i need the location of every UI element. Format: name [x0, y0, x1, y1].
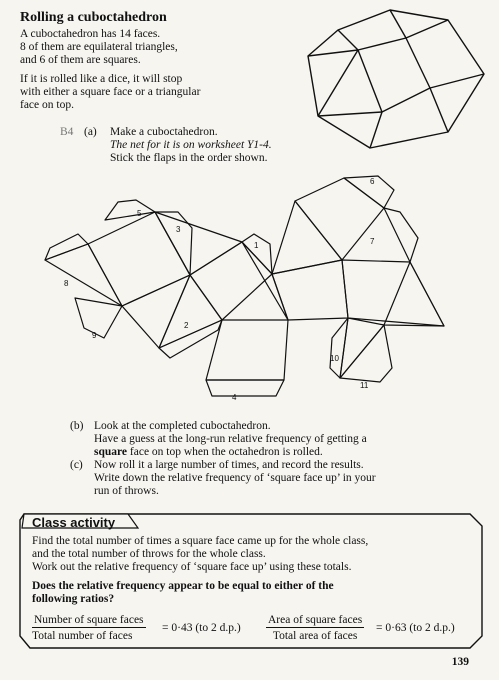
net-flap — [105, 200, 155, 220]
net-flap — [330, 318, 348, 378]
net-triangle — [122, 275, 190, 348]
page-title: Rolling a cuboctahedron — [20, 10, 167, 25]
net-flap — [206, 380, 284, 396]
cuboctahedron-illustration — [298, 4, 488, 150]
net-flap — [340, 325, 392, 382]
net-flap — [75, 298, 122, 338]
part-c: (c) Now roll it a large number of times, and record the results. Write down the relative frequency of ‘square face up’ in your run of throws. — [70, 459, 376, 497]
net-square — [88, 212, 190, 306]
net-triangle — [272, 201, 342, 274]
net-flap — [344, 176, 394, 208]
intro-paragraph-2: If it is rolled like a dice, it will stop with either a square face or a triangular face on top. — [20, 73, 201, 111]
ratio-2-value: = 0·63 (to 2 d.p.) — [376, 622, 455, 634]
net-triangle — [155, 212, 242, 275]
flap-label-1: 1 — [254, 241, 259, 250]
net-flap — [155, 212, 192, 275]
ratio-1-value: = 0·43 (to 2 d.p.) — [162, 622, 241, 634]
flap-label-4: 4 — [232, 393, 237, 402]
net-square — [342, 260, 444, 326]
part-a-label: (a) — [84, 126, 97, 138]
flap-label-5: 5 — [137, 209, 142, 218]
class-activity-paragraph-2: Does the relative frequency appear to be equal to either of the following ratios? — [32, 580, 334, 605]
questions-b-c — [70, 420, 490, 498]
class-activity-title: Class activity — [32, 515, 116, 530]
net-flap — [384, 208, 418, 262]
ratio-2-denominator: Total area of faces — [272, 630, 358, 642]
net-reference: The net for it is on worksheet Y1-4. — [110, 139, 272, 151]
intro-text — [20, 28, 290, 118]
flap-label-6: 6 — [370, 177, 375, 186]
question-b4: B4 (a) Make a cuboctahedron. The net for it is on worksheet Y1-4. Stick the flaps in the order shown. — [60, 126, 272, 164]
intro-paragraph-1: A cuboctahedron has 14 faces. 8 of them are equilateral triangles, and 6 of them are squares. — [20, 28, 178, 66]
ratio-square-area — [266, 614, 364, 642]
net-flap — [45, 234, 88, 260]
flap-label-7: 7 — [370, 237, 375, 246]
flap-label-10: 10 — [330, 354, 339, 363]
class-activity-paragraph-1: Find the total number of times a square face came up for the whole class, and the total number of throws for the whole class. Work out the relative frequency of ‘square face up’ using these totals. — [32, 535, 369, 573]
ratio-1-numerator: Number of square faces — [34, 614, 144, 626]
net-triangle — [242, 242, 288, 320]
page-number: 139 — [451, 656, 469, 668]
flap-label-9: 9 — [92, 331, 97, 340]
ratio-2-numerator: Area of square faces — [268, 614, 363, 626]
ratio-1-denominator: Total number of faces — [32, 630, 133, 642]
part-b: (b) Look at the completed cuboctahedron. Have a guess at the long-run relative frequency of getting a square face on top when the octahedron is rolled. — [70, 420, 367, 458]
class-activity-text — [32, 535, 462, 612]
net-square — [295, 178, 384, 260]
net-square — [272, 260, 348, 320]
net-triangle — [45, 244, 122, 306]
flap-label-2: 2 — [184, 321, 189, 330]
ratio-square-faces — [32, 614, 146, 642]
flap-label-11: 11 — [360, 381, 369, 390]
net-square — [190, 242, 272, 320]
cuboctahedron-net — [40, 168, 480, 413]
flap-label-3: 3 — [176, 225, 181, 234]
question-code: B4 — [60, 126, 74, 138]
net-triangle — [384, 262, 444, 326]
flap-label-8: 8 — [64, 279, 69, 288]
net-triangle — [159, 275, 222, 348]
